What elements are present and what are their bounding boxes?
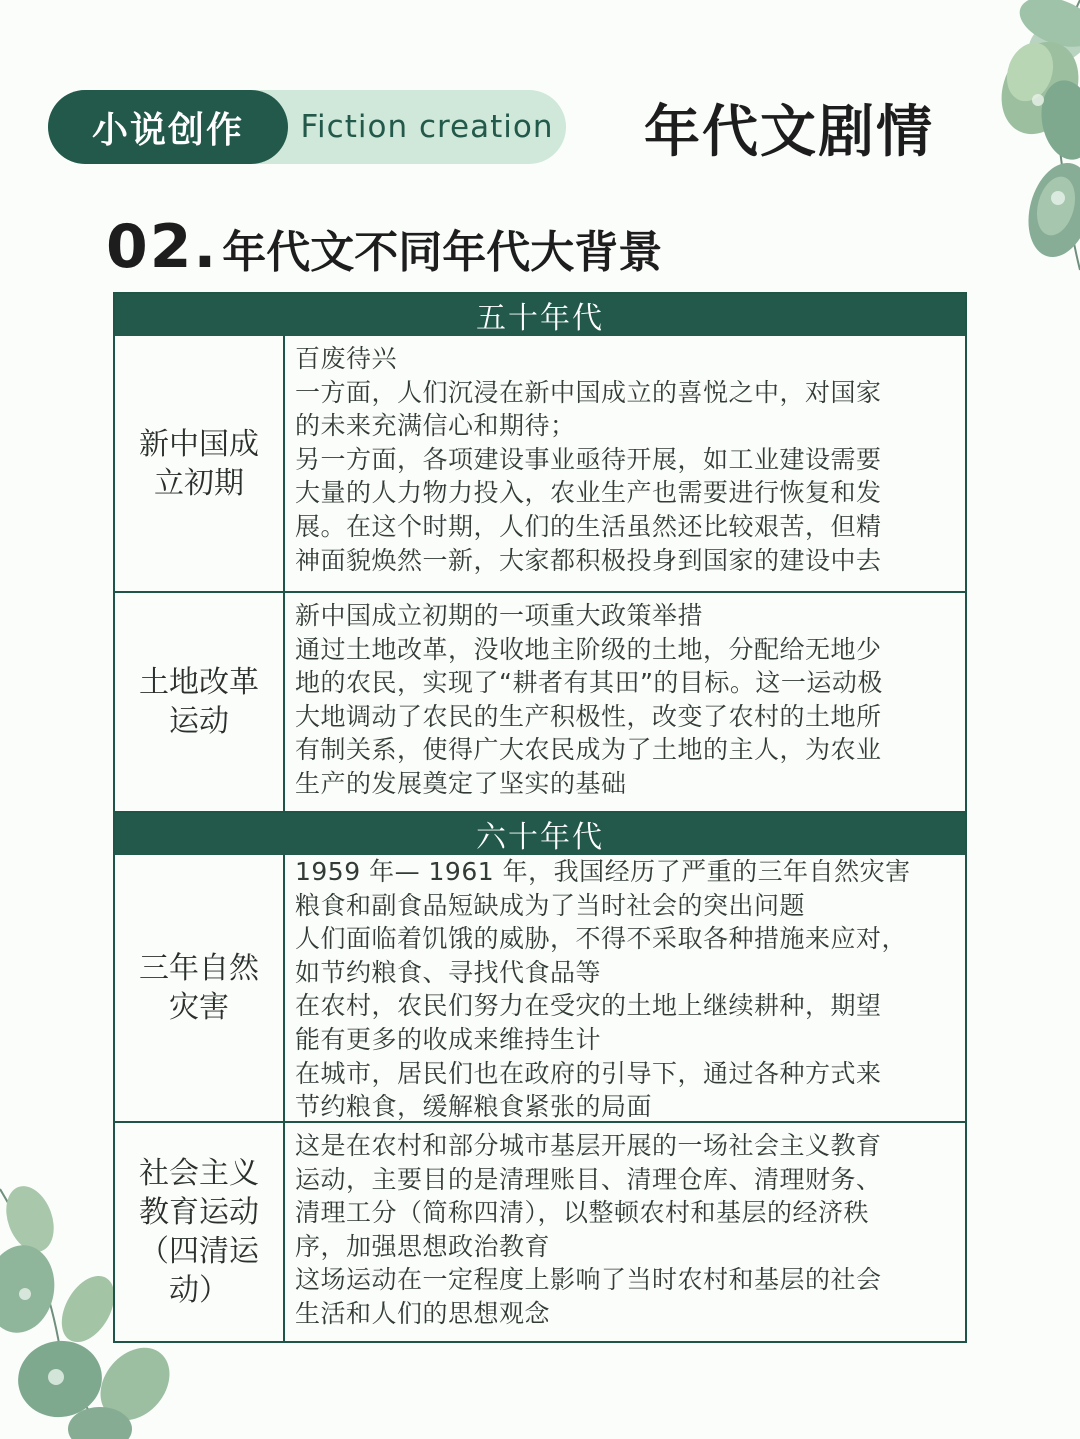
- description-line: 百废待兴: [295, 344, 398, 373]
- row-label-line: 新中国成: [139, 426, 259, 462]
- era-header: 五十年代: [115, 294, 965, 336]
- pill-label-cn: 小说创作: [48, 90, 288, 164]
- row-label-line: 社会主义: [139, 1156, 259, 1191]
- row-label: [115, 336, 285, 591]
- row-label-line: （四清运: [139, 1234, 259, 1269]
- era-header: 六十年代: [115, 811, 965, 855]
- description-line: 大地调动了农民的生产积极性，改变了农村的土地所: [295, 701, 882, 731]
- description-line: 有制关系，使得广大农民成为了土地的主人，为农业: [295, 735, 882, 765]
- row-label-line: 教育运动: [139, 1195, 259, 1230]
- section-number: 02.: [106, 212, 219, 282]
- description-line: 这场运动在一定程度上影响了当时农村和基层的社会: [295, 1265, 882, 1295]
- row-label: [115, 855, 285, 1121]
- description-line: 在农村，农民们努力在受灾的土地上继续耕种，期望: [295, 991, 882, 1021]
- description-line: 生产的发展奠定了坚实的基础: [295, 768, 627, 798]
- table-row: [115, 591, 965, 811]
- table-row: [115, 855, 965, 1121]
- row-label-line: 灾害: [169, 990, 229, 1025]
- description-line: 能有更多的收成来维持生计: [295, 1024, 602, 1054]
- description-line: 在城市，居民们也在政府的引导下，通过各种方式来: [295, 1058, 882, 1088]
- row-label: [115, 1123, 285, 1341]
- description-line: 如节约粮食、寻找代食品等: [295, 957, 602, 987]
- description-line: 另一方面，各项建设事业亟待开展，如工业建设需要: [295, 444, 882, 474]
- row-label-line: 运动: [169, 704, 229, 739]
- description-line: 新中国成立初期的一项重大政策举措: [295, 601, 704, 630]
- eucalyptus-leaves-top-right: [910, 0, 1080, 280]
- description-line: 1959 年— 1961 年，我国经历了严重的三年自然灾害: [295, 857, 911, 886]
- description-line: 生活和人们的思想观念: [295, 1298, 551, 1328]
- pill-label-en: Fiction creation: [300, 109, 554, 145]
- table-row: [115, 336, 965, 591]
- description-line: 序，加强思想政治教育: [295, 1231, 551, 1261]
- table-row: [115, 1121, 965, 1341]
- description-line: 的未来充满信心和期待；: [295, 411, 576, 441]
- row-description: [285, 336, 965, 591]
- row-label-line: 立初期: [154, 465, 244, 501]
- description-line: 这是在农村和部分城市基层开展的一场社会主义教育: [295, 1131, 882, 1160]
- section-heading: [106, 212, 662, 282]
- row-description: [285, 593, 965, 811]
- description-line: 运动，主要目的是清理账目、清理仓库、清理财务、: [295, 1164, 882, 1194]
- page-title: 年代文剧情: [644, 99, 934, 165]
- description-line: 神面貌焕然一新，大家都积极投身到国家的建设中去: [295, 545, 882, 575]
- description-line: 节约粮食，缓解粮食紧张的局面: [295, 1092, 653, 1122]
- description-line: 人们面临着饥饿的威胁，不得不采取各种措施来应对，: [295, 924, 908, 954]
- row-label: [115, 593, 285, 811]
- row-label-line: 三年自然: [139, 951, 259, 986]
- description-line: 展。在这个时期，人们的生活虽然还比较艰苦，但精: [295, 511, 882, 541]
- row-label-line: 动）: [169, 1273, 229, 1308]
- description-line: 清理工分（简称四清），以整顿农村和基层的经济秩: [295, 1198, 870, 1228]
- description-line: 地的农民，实现了“耕者有其田”的目标。这一运动极: [295, 668, 883, 698]
- description-line: 粮食和副食品短缺成为了当时社会的突出问题: [295, 890, 806, 920]
- description-line: 通过土地改革，没收地主阶级的土地，分配给无地少: [295, 634, 882, 664]
- row-description: [285, 855, 965, 1121]
- category-pill: [48, 90, 566, 164]
- description-line: 一方面，人们沉浸在新中国成立的喜悦之中，对国家: [295, 377, 882, 407]
- era-background-table: [113, 292, 967, 1343]
- description-line: 大量的人力物力投入，农业生产也需要进行恢复和发: [295, 478, 882, 508]
- row-description: [285, 1123, 965, 1341]
- row-label-line: 土地改革: [139, 665, 259, 700]
- section-title: 年代文不同年代大背景: [222, 227, 663, 278]
